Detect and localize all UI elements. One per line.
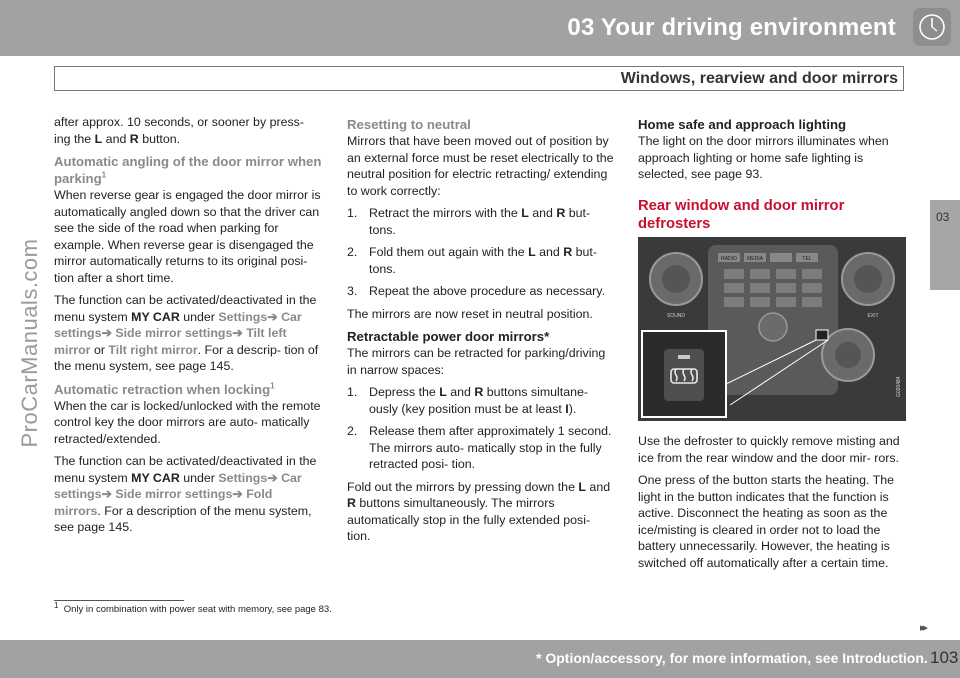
column-2 xyxy=(347,116,615,551)
option-note: * Option/accessory, for more information, see Introduction. xyxy=(536,650,928,666)
menu-path-tilt-right: Tilt right mirror xyxy=(108,342,198,357)
paragraph-resetting: Mirrors that have been moved out of position by an external force must be reset electrically to the neutral position for electric retracting/ extending to work correctly: xyxy=(347,134,614,198)
media-key: MEDIA xyxy=(747,256,763,262)
heading-resetting: Resetting to neutral xyxy=(347,117,471,132)
chapter-title: 03 Your driving environment xyxy=(567,14,896,41)
continue-arrows-icon: ▸▸ xyxy=(920,622,926,634)
list-item: 3. Repeat the above procedure as necessary. xyxy=(347,284,606,298)
sound-key: SOUND xyxy=(666,313,686,319)
list-item: 1. Retract the mirrors with the L and R but- tons. xyxy=(347,206,591,237)
column-3-lower xyxy=(638,433,908,577)
heading-home-safe: Home safe and approach lighting xyxy=(638,117,847,132)
heading-retractable: Retractable power door mirrors* xyxy=(347,329,550,344)
footnote: $^1$ Only in combination with power seat with memory, see page 83. xyxy=(54,600,332,615)
console-photo xyxy=(638,237,906,421)
radio-key: RADIO xyxy=(721,256,737,262)
section-title: Windows, rearview and door mirrors xyxy=(620,70,898,87)
heading-auto-angling: Automatic angling of the door mirror when parking$^1$ xyxy=(54,154,322,186)
list-item: 2. Release them after approximately 1 second. The mirrors auto- matically stop in the fully retracted posi- tion. xyxy=(347,424,612,471)
paragraph-auto-retraction: When the car is locked/unlocked with the remote control key the door mirrors are auto- matically retracted/extended. xyxy=(54,398,321,446)
paragraph-auto-angling: When reverse gear is engaged the door mirror is automatically angled down so that the driver can see the side of the road when parking for example. When reverse gear is disengaged the mirror automatically returns to its original posi- tion after a short time. xyxy=(54,188,321,285)
footnote-rule xyxy=(54,600,184,601)
exit-key: EXIT xyxy=(867,313,879,319)
paragraph-retraction-menu: The function can be activated/deactivated in the menu system MY CAR under Settings➔ Car settings➔ Side mirror settings➔ Fold mirrors. For a description of the menu system, see page 145. xyxy=(54,454,317,534)
paragraph-defroster-heating: One press of the button starts the heating. The light in the button indicates that the function is active. Disconnect the heating as soon as the ice/misting is cleared in order not to load the battery unnecessarily. However, the heating is switched off automatically after a certain time. xyxy=(638,473,895,570)
page-number: 103 xyxy=(930,648,959,667)
list-item: 2. Fold them out again with the L and R but- tons. xyxy=(347,245,597,276)
paragraph-reset-done: The mirrors are now reset in neutral position. xyxy=(347,306,593,321)
paragraph-angling-menu: The function can be activated/deactivated in the menu system MY CAR under Settings➔ Car settings➔ Side mirror settings➔ Tilt left mirror or Tilt right mirror. For a descrip- tion of the menu system, see page 145. xyxy=(54,293,319,373)
column-3 xyxy=(638,116,908,233)
column-1 xyxy=(54,114,322,542)
heading-auto-retraction: Automatic retraction when locking$^1$ xyxy=(54,381,275,397)
paragraph-defroster-use: Use the defroster to quickly remove misting and ice from the rear window and the door mir- rors. xyxy=(638,434,900,465)
paragraph-continued: after approx. 10 seconds, or sooner by press- ing the L and R button. xyxy=(54,115,305,146)
list-item: 1. Depress the L and R buttons simultane- ously (key position must be at least I). xyxy=(347,385,589,416)
chapter-side-tab[interactable] xyxy=(930,200,960,290)
paragraph-fold-out: Fold out the mirrors by pressing down the L and R buttons simultaneously. The mirrors automatically stop in the fully extended posi- tion. xyxy=(347,479,611,543)
retract-steps xyxy=(347,384,615,473)
side-tab-label: 03 xyxy=(936,210,950,224)
watermark: ProCarManuals.com xyxy=(17,238,42,448)
reset-steps xyxy=(347,205,615,300)
paragraph-retractable: The mirrors can be retracted for parking/driving in narrow spaces: xyxy=(347,346,606,377)
menu-path-fold: Settings➔ Car settings➔ Side mirror settings➔ Fold mirrors xyxy=(54,470,302,518)
photo-code: G020484 xyxy=(896,376,902,397)
paragraph-home-safe: The light on the door mirrors illuminates when approach lighting or home safe lighting is selected, see page 93. xyxy=(638,134,889,181)
speedometer-icon xyxy=(913,8,951,46)
tel-key: TEL xyxy=(802,256,812,262)
menu-path-tilt: Settings➔ Car settings➔ Side mirror settings➔ Tilt left mirror xyxy=(54,309,302,357)
heading-defrosters: Rear window and door mirror defrosters xyxy=(638,197,845,232)
